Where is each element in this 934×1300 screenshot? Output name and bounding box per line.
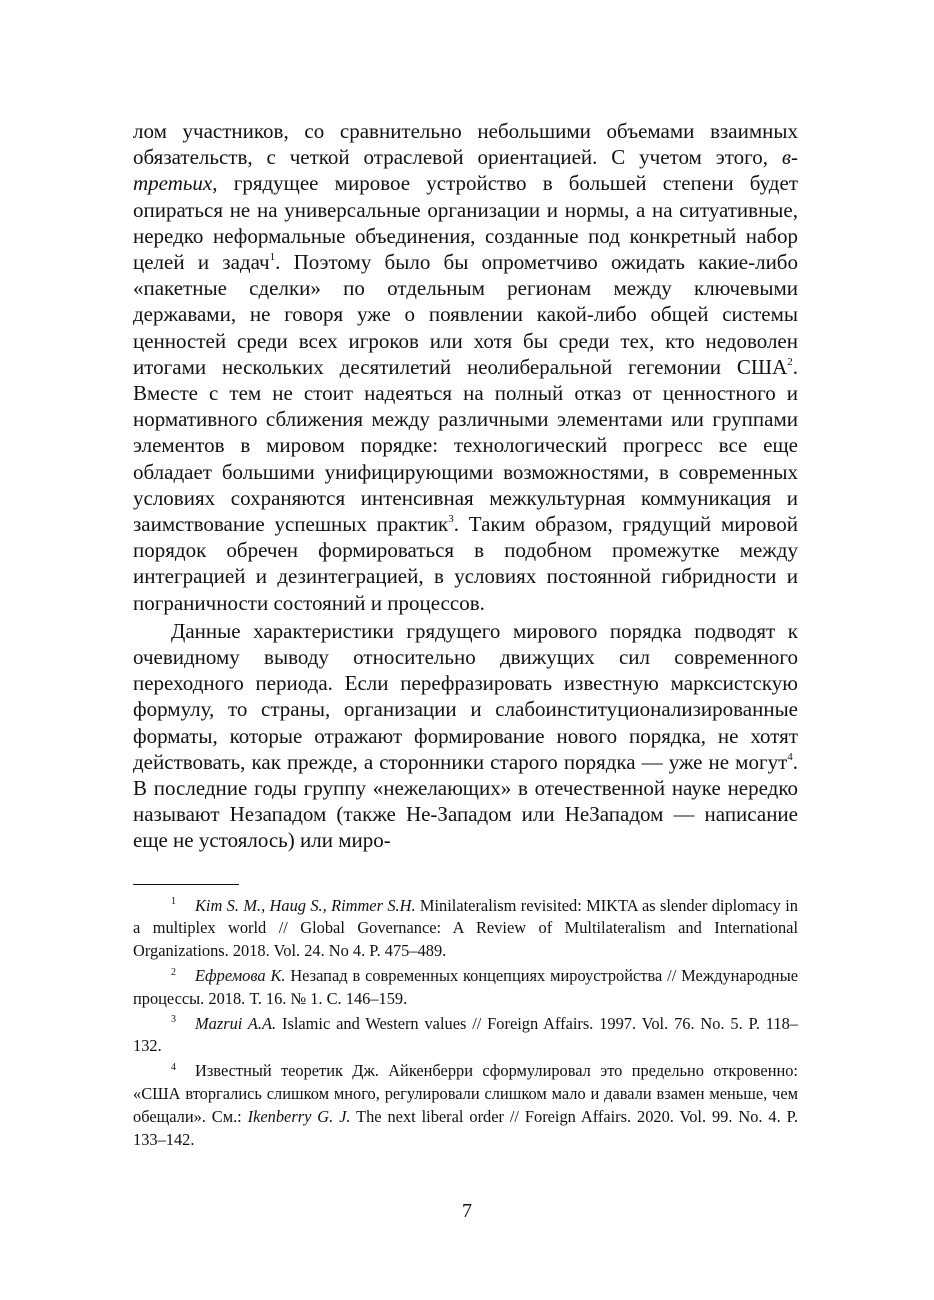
footnote-text: Minilateralism revisited: MIKTA as slender diplomacy in a multiplex world // Global Governance: A Review of Multilateralism and International Organizations. 2018. Vol. 24. No 4. P. 475–489.: [133, 895, 798, 961]
paragraph-1: [133, 118, 798, 616]
main-text: [133, 118, 798, 854]
footnote-3: 3 Mazrui A.A. Islamic and Western values // Foreign Affairs. 1997. Vol. 76. No. 5. P. 118–132.: [133, 1013, 798, 1056]
footnote-separator: [133, 884, 239, 885]
footnote-text: Islamic and Western values // Foreign Affairs. 1997. Vol. 76. No. 5. P. 118–132.: [133, 1013, 798, 1056]
text-run: . Таким образом, грядущий мировой порядок обречен формироваться в подобном промежутке между интеграцией и дезинтеграцией, в условиях постоянной гибридности и пограничности состояний и процессов.: [133, 512, 798, 615]
text-run: Данные характеристики грядущего мирового порядка подводят к очевидному выводу относительно движущих сил современного переходного периода. Если перефразировать известную марксистскую формулу, то страны, организации и слабоинституционализированные форматы, которые отражают формирование нового порядка, не хотят действовать, как прежде, а сторонники старого порядка — уже не могут: [133, 618, 798, 774]
text-run: . В последние годы группу «нежелающих» в отечественной науке нередко называют Незападом (также Не-Западом или НеЗападом — написание еще не устоялось) или миро-: [133, 749, 798, 853]
footnote-authors: Ефремова К.: [195, 966, 286, 986]
footnote-ref-3[interactable]: 3: [448, 513, 454, 526]
footnote-1: 1 Kim S. M., Haug S., Rimmer S.H. Minilateralism revisited: MIKTA as slender diplomacy in a multiplex world // Global Governance: A Review of Multilateralism and International Organizations. 2018. Vol. 24. No 4. P. 475–489.: [133, 895, 798, 961]
footnote-ref-4[interactable]: 4: [787, 750, 793, 763]
text-run: лом участников, со сравнительно небольшими объемами взаимных обязательств, с четкой отраслевой ориентацией. С учетом этого,: [133, 119, 798, 170]
footnote-authors: Mazrui A.A.: [195, 1013, 277, 1033]
footnotes: [133, 895, 798, 1152]
text-run: . Поэтому было бы опрометчиво ожидать какие-либо «пакетные сделки» по отдельным регионам между ключевыми державами, не говоря уже о появлении какой-либо общей системы ценностей среди всех игроков или хотя бы среди тех, кто недоволен итогами нескольких десятилетий неолиберальной гегемонии США: [133, 250, 798, 379]
text-run: , грядущее мировое устройство в большей степени будет опираться не на универсальные организации и нормы, а на ситуативные, нередко неформальные объединения, созданные под конкретный набор целей и задач: [133, 171, 798, 275]
text-run: . Вместе с тем не стоит надеяться на полный отказ от ценностного и нормативного сближения между различными элементами или группами элементов в мировом порядке: технологический прогресс все еще обладает большими унифицирующими возможностями, в современных условиях сохраняются интенсивная межкультурная коммуникация и заимствование успешных практик: [133, 354, 798, 537]
footnote-2: 2 Ефремова К. Незапад в современных концепциях мироустройства // Международные процессы. 2018. Т. 16. № 1. С. 146–159.: [133, 966, 798, 1008]
footnote-ref-2[interactable]: 2: [787, 355, 793, 368]
footnote-text: Известный теоретик Дж. Айкенберри сформулировал это предельно откровенно: «США вторгались слишком много, регулировали слишком мало и давали взамен меньше, чем обещали». См.:: [133, 1061, 798, 1126]
paragraph-2: [133, 618, 798, 854]
footnote-authors: Kim S. M., Haug S., Rimmer S.H.: [195, 895, 416, 915]
footnote-text: Незапад в современных концепциях мироустройства // Международные процессы. 2018. Т. 16. № 1. С. 146–159.: [133, 966, 798, 1008]
footnote-authors: Ikenberry G. J.: [247, 1106, 351, 1126]
footnote-ref-1[interactable]: 1: [269, 251, 276, 264]
document-page: [133, 118, 798, 1153]
footnote-text: The next liberal order // Foreign Affairs. 2020. Vol. 99. No. 4. P. 133–142.: [133, 1106, 798, 1149]
footnote-4: 4 Известный теоретик Дж. Айкенберри сформулировал это предельно откровенно: «США вторгались слишком много, регулировали слишком мало и давали взамен меньше, чем обещали». См.: Ikenberry G. J. The next liberal order // Foreign Affairs. 2020. Vol. 99. No. 4. P. 133–142.: [133, 1061, 798, 1149]
italic-term: в-третьих: [133, 145, 798, 196]
page-number: 7: [462, 1200, 472, 1222]
